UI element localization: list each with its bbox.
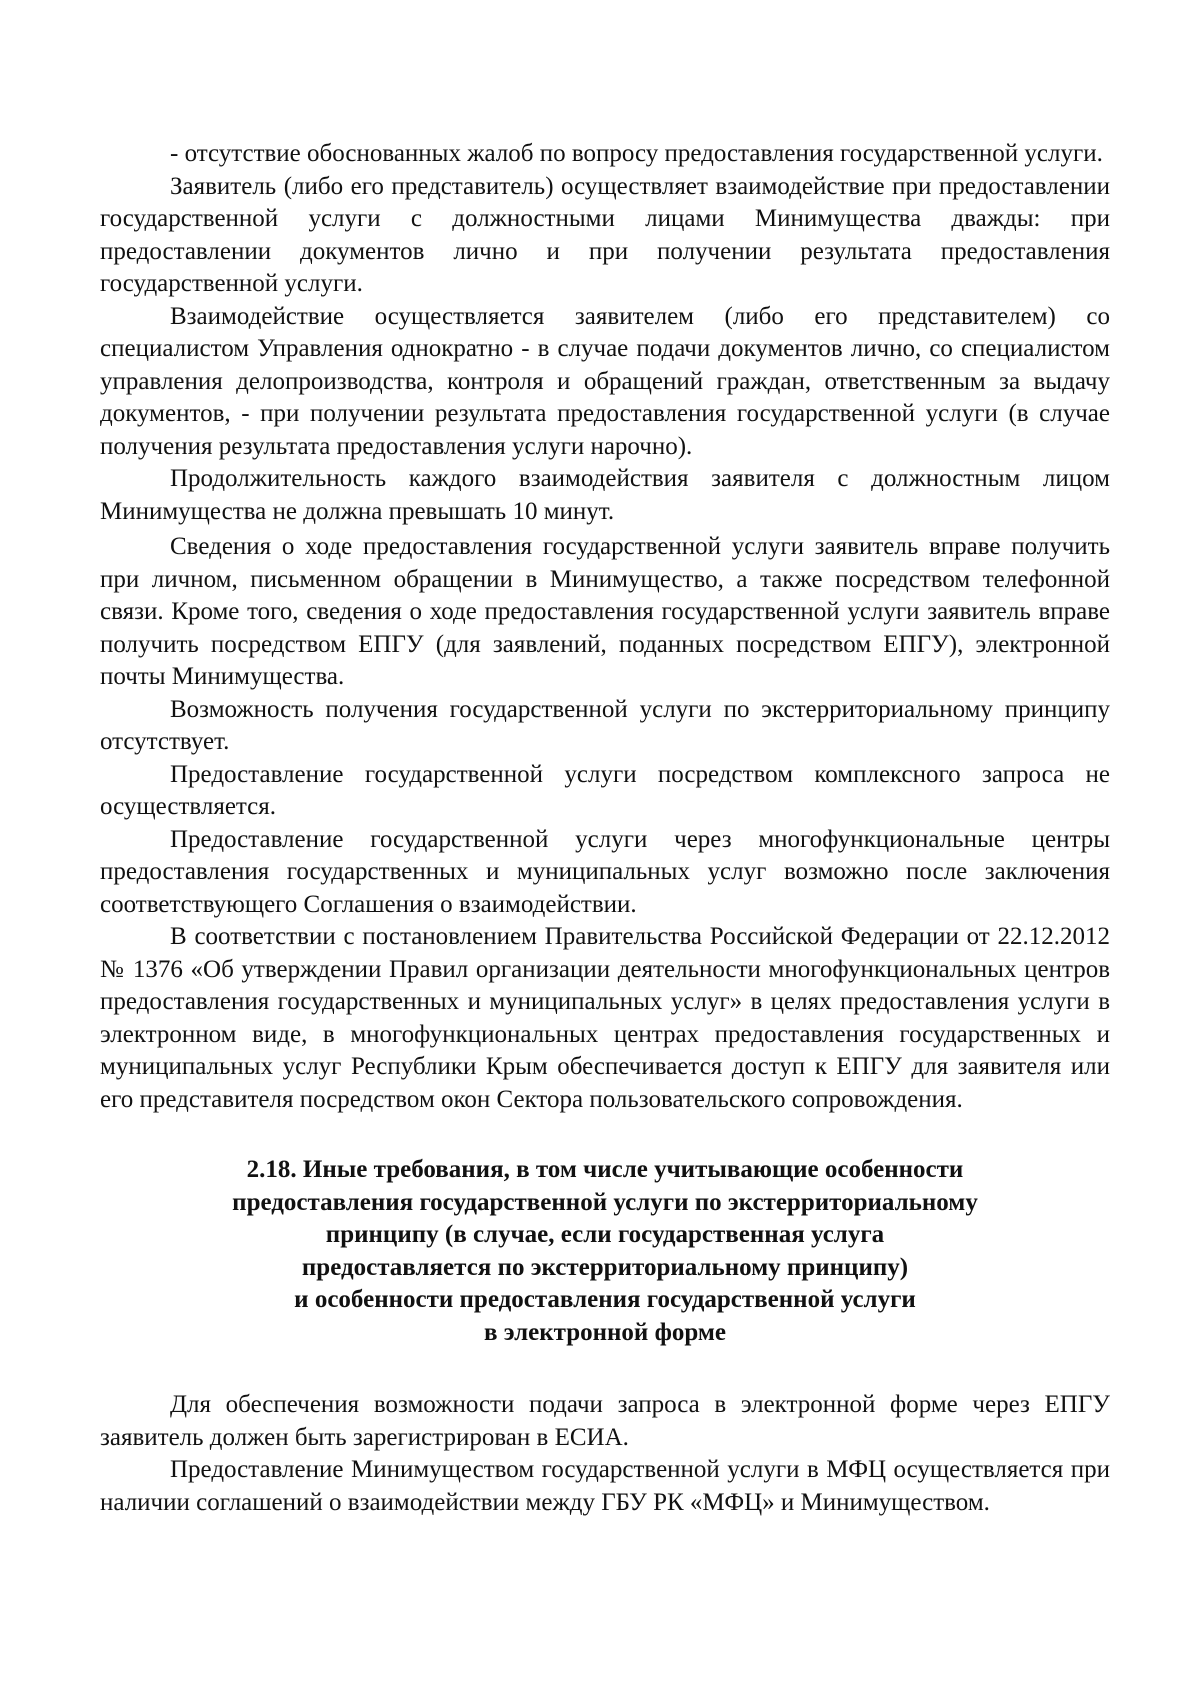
heading-line: предоставляется по экстерриториальному принципу) (301, 1253, 909, 1281)
paragraph-complex-request: Предоставление государственной услуги посредством комплексного запроса не осуществляется. (100, 760, 1110, 820)
heading-line: предоставления государственной услуги по экстерриториальному (232, 1188, 978, 1216)
paragraph-mfc-agreement: Предоставление государственной услуги через многофункциональные центры предоставления государственных и муниципальных услуг возможно после заключения соответствующего Соглашения о взаимодействии. (100, 825, 1110, 918)
paragraph-mfc-provision: Предоставление Минимуществом государственной услуги в МФЦ осуществляется при наличии соглашений о взаимодействии между ГБУ РК «МФЦ» и Минимуществом. (100, 1456, 1110, 1516)
paragraph-extraterritorial: Возможность получения государственной услуги по экстерриториальному принципу отсутствует. (100, 695, 1110, 755)
paragraph-no-complaints: - отсутствие обоснованных жалоб по вопросу предоставления государственной услуги. (170, 140, 1103, 167)
heading-line: и особенности предоставления государственной услуги (294, 1286, 916, 1313)
section-heading-2-18 (100, 1154, 1110, 1349)
paragraph-progress-info: Сведения о ходе предоставления государственной услуги заявитель вправе получить при личном, письменном обращении в Минимущество, а также посредством телефонной связи. Кроме того, сведения о ходе предоставления государственной услуги заявитель вправе получить посредством ЕПГУ (для заявлений, поданных посредством ЕПГУ), электронной почты Минимущества. (100, 533, 1110, 690)
paragraph-esia-registration: Для обеспечения возможности подачи запроса в электронной форме через ЕПГУ заявитель должен быть зарегистрирован в ЕСИА. (100, 1391, 1110, 1451)
paragraph-interaction-specialist: Взаимодействие осуществляется заявителем (либо его представителем) со специалистом Управления однократно - в случае подачи документов лично, со специалистом управления делопроизводства, контроля и обращений граждан, ответственным за выдачу документов, - при получении результата предоставления государственной услуги (в случае получения результата предоставления услуги нарочно). (100, 302, 1110, 460)
heading-line: в электронной форме (483, 1318, 727, 1346)
paragraph-interaction-twice: Заявитель (либо его представитель) осуществляет взаимодействие при предоставлении государственной услуги с должностными лицами Минимущества дважды: при предоставлении документов лично и при получении результата предоставления государственной услуги. (100, 172, 1110, 297)
paragraph-duration: Продолжительность каждого взаимодействия заявителя с должностным лицом Минимущества не должна превышать 10 минут. (100, 465, 1110, 525)
document-body (100, 138, 1110, 1519)
paragraph-government-decree: В соответствии с постановлением Правительства Российской Федерации от 22.12.2012 № 1376 «Об утверждении Правил организации деятельности многофункциональных центров предоставления государственных и муниципальных услуг» в целях предоставления услуги в электронном виде, в многофункциональных центрах предоставления государственных и муниципальных услуг Республики Крым обеспечивается доступ к ЕПГУ для заявителя или его представителя посредством окон Сектора пользовательского сопровождения. (100, 923, 1110, 1113)
heading-line: 2.18. Иные требования, в том числе учитывающие особенности (246, 1156, 964, 1183)
heading-line: принципу (в случае, если государственная услуга (325, 1221, 885, 1248)
